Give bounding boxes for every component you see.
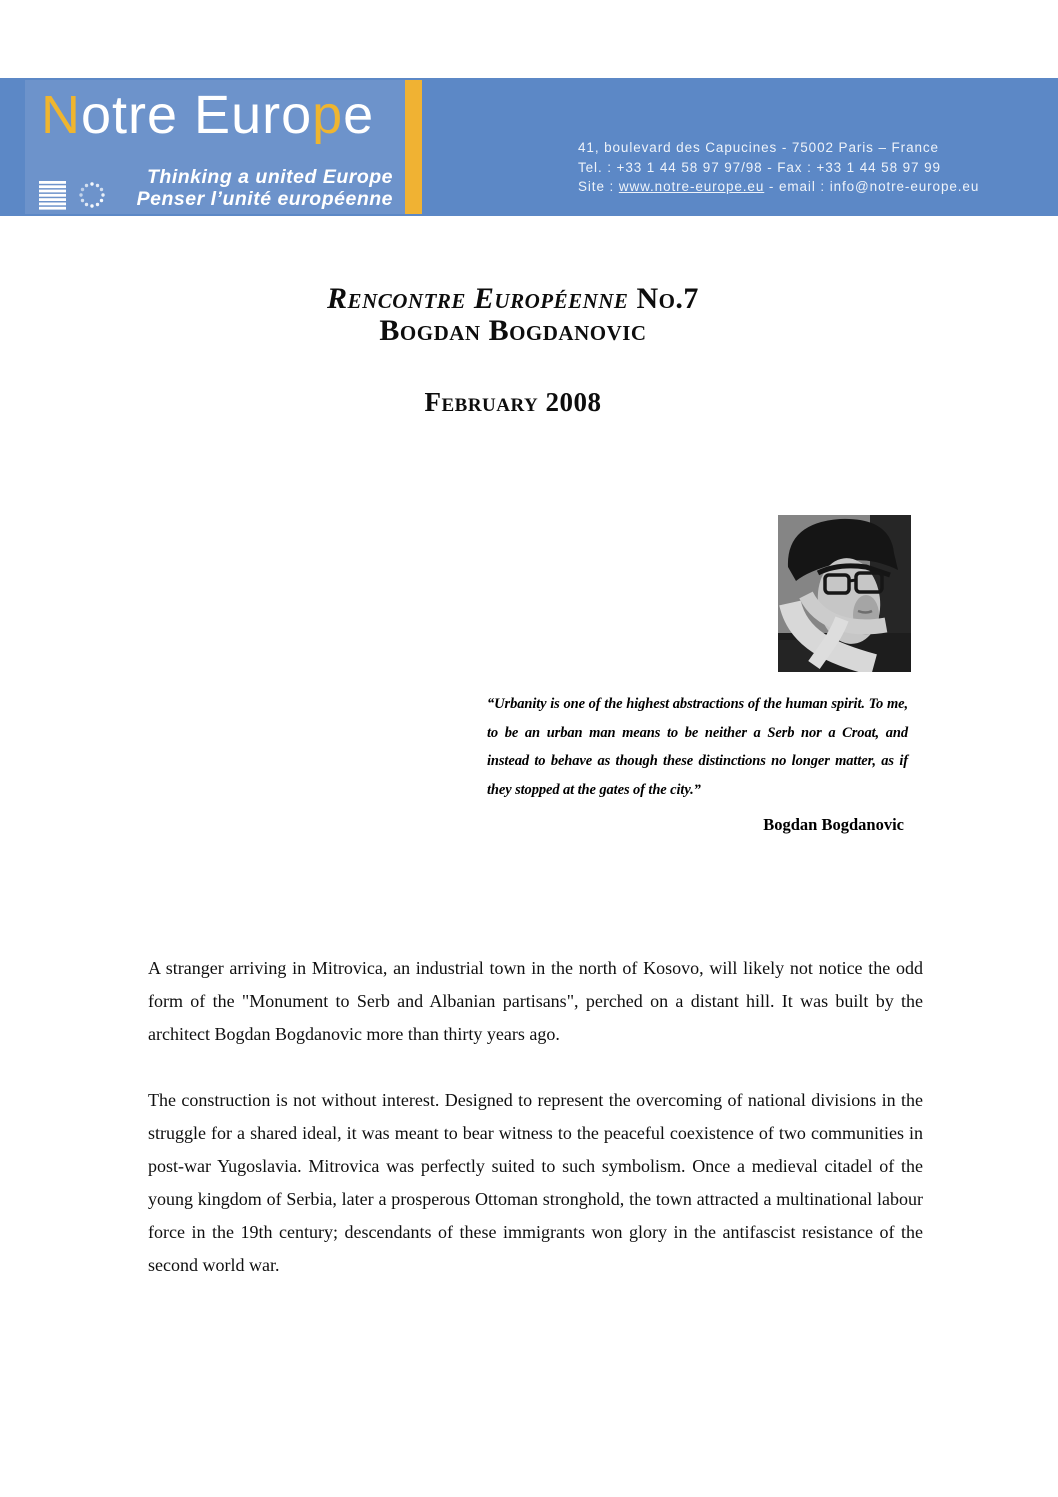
wordmark-text: otre Euro bbox=[81, 85, 313, 145]
body-paragraph-1: A stranger arriving in Mitrovica, an industrial town in the north of Kosovo, will likely not notice the odd form of the "Monument to Serb and Albanian partisans", perched on a distant hill. It was built by the architect Bogdan Bogdanovic more than thirty years ago. bbox=[148, 958, 923, 1044]
body-paragraph-2: The construction is not without interest. Designed to represent the overcoming of national divisions in the struggle for a shared ideal, it was meant to bear witness to the peaceful coexistence of two communities in post-war Yugoslavia. Mitrovica was perfectly suited to such symbolism. Once a medieval citadel of the young kingdom of Serbia, later a prosperous Ottoman stronghold, the town attracted a multinational labour force in the 19th century; descendants of these immigrants won glory in the antifascist resistance of the second world war. bbox=[148, 1090, 923, 1275]
header-banner bbox=[0, 78, 1058, 216]
logo-wordmark bbox=[41, 84, 401, 146]
site-label: Site : bbox=[578, 179, 619, 194]
logo-taglines bbox=[106, 166, 393, 210]
tagline-french: Penser l’unité européenne bbox=[136, 188, 393, 210]
notre-europe-logo bbox=[25, 80, 405, 214]
quote-block bbox=[487, 690, 908, 835]
document-lines-icon bbox=[39, 181, 66, 210]
quote-text: “Urbanity is one of the highest abstractions of the human spirit. To me, to be an urban man means to be neither a Serb nor a Croat, and instead to behave as though these distinctions no longer matter, as if they stopped at the gates of the city.” bbox=[487, 696, 908, 798]
contact-web-email bbox=[578, 177, 979, 197]
publication-title bbox=[0, 283, 1026, 315]
contact-block bbox=[578, 138, 979, 197]
email-label: - email : bbox=[764, 179, 830, 194]
article-body bbox=[148, 952, 923, 1315]
wordmark-text-end: e bbox=[343, 85, 375, 145]
subject-name: Bogdan Bogdanovic bbox=[379, 314, 647, 347]
wordmark-letter-n: N bbox=[41, 85, 81, 145]
wordmark-letter-p: p bbox=[312, 85, 344, 145]
series-number: No.7 bbox=[636, 282, 699, 315]
contact-email: info@notre-europe.eu bbox=[829, 179, 980, 194]
contact-phone-fax: Tel. : +33 1 44 58 97 97/98 - Fax : +33 1 44 58 97 99 bbox=[578, 159, 941, 175]
website-link[interactable]: www.notre-europe.eu bbox=[618, 179, 765, 194]
yellow-accent-bar bbox=[405, 80, 422, 214]
tagline-english: Thinking a united Europe bbox=[147, 166, 393, 188]
quote-attribution: Bogdan Bogdanovic bbox=[763, 815, 904, 834]
series-title: Rencontre Européenne bbox=[327, 282, 629, 315]
title-block bbox=[0, 283, 1026, 417]
contact-address: 41, boulevard des Capucines - 75002 Paris – France bbox=[578, 140, 939, 155]
portrait-photo bbox=[778, 515, 911, 672]
publication-date: February 2008 bbox=[424, 387, 602, 417]
eu-stars-circle-icon bbox=[78, 180, 106, 210]
logo-bottom-row bbox=[39, 166, 393, 210]
